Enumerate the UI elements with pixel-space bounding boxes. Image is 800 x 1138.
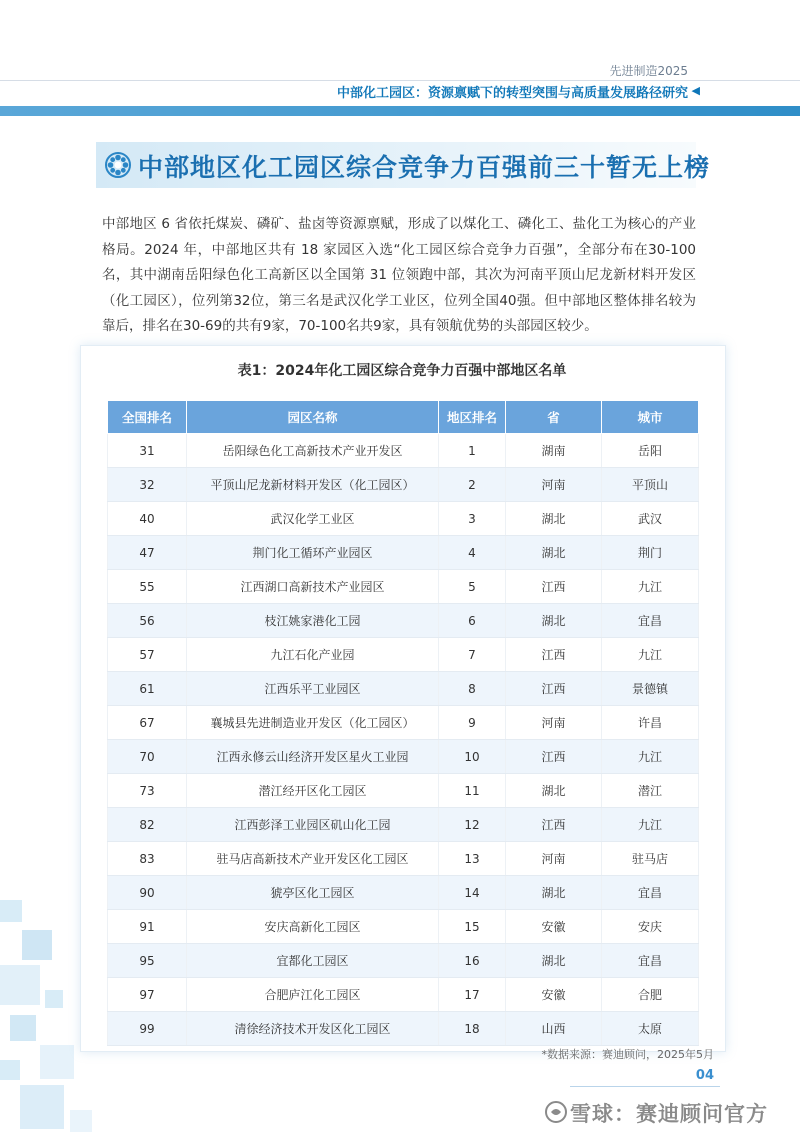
table-cell: 湖北 [506,536,602,570]
table-header-cell: 省 [506,401,602,434]
data-source-note: *数据来源：赛迪顾问，2025年5月 [541,1048,714,1061]
table-cell: 清徐经济技术开发区化工园区 [187,1012,439,1046]
table-cell: 襄城县先进制造业开发区（化工园区） [187,706,439,740]
section-title: 中部地区化工园区综合竞争力百强前三十暂无上榜 [138,153,711,182]
decorative-square [70,1110,92,1132]
header-divider [0,80,800,81]
header-series-label: 先进制造2025 [609,64,688,78]
table-cell: 安庆高新化工园区 [187,910,439,944]
table-row [108,808,699,842]
table-cell: 岳阳 [602,434,699,468]
table-cell: 荆门 [602,536,699,570]
table-cell: 河南 [506,842,602,876]
table-cell: 82 [108,808,187,842]
table-cell: 合肥 [602,978,699,1012]
table-cell: 90 [108,876,187,910]
table-cell: 99 [108,1012,187,1046]
table-cell: 56 [108,604,187,638]
table-cell: 97 [108,978,187,1012]
table-cell: 武汉 [602,502,699,536]
table-cell: 47 [108,536,187,570]
decorative-square [0,965,40,1005]
table-row [108,740,699,774]
table-cell: 4 [439,536,506,570]
table-row [108,910,699,944]
table-cell: 江西 [506,808,602,842]
table-cell: 岳阳绿色化工高新技术产业开发区 [187,434,439,468]
ranking-table [107,400,699,1046]
table-header-cell: 城市 [602,401,699,434]
snowball-logo-icon [544,1100,568,1124]
table-cell: 安徽 [506,978,602,1012]
table-cell: 湖北 [506,876,602,910]
table-cell: 枝江姚家港化工园 [187,604,439,638]
table-cell: 潜江经开区化工园区 [187,774,439,808]
table-cell: 江西彭泽工业园区矶山化工园 [187,808,439,842]
table-cell: 3 [439,502,506,536]
table-cell: 12 [439,808,506,842]
table-cell: 13 [439,842,506,876]
decorative-square [0,1060,20,1080]
table-row [108,672,699,706]
table-cell: 6 [439,604,506,638]
table-cell: 太原 [602,1012,699,1046]
decorative-square [10,1015,36,1041]
table-cell: 95 [108,944,187,978]
table-cell: 宜昌 [602,876,699,910]
table-cell: 安庆 [602,910,699,944]
table-row [108,1012,699,1046]
decorative-square [45,990,63,1008]
table-row [108,536,699,570]
table-cell: 宜昌 [602,604,699,638]
table-cell: 32 [108,468,187,502]
table-header-cell: 地区排名 [439,401,506,434]
table-cell: 九江石化产业园 [187,638,439,672]
table-cell: 九江 [602,808,699,842]
table-cell: 7 [439,638,506,672]
header-subtitle: 中部化工园区：资源禀赋下的转型突围与高质量发展路径研究 [336,86,688,101]
table-cell: 平顶山尼龙新材料开发区（化工园区） [187,468,439,502]
table-cell: 91 [108,910,187,944]
table-cell: 61 [108,672,187,706]
table-cell: 18 [439,1012,506,1046]
table-cell: 1 [439,434,506,468]
table-row [108,468,699,502]
table-cell: 猇亭区化工园区 [187,876,439,910]
decorative-square [40,1045,74,1079]
table-cell: 2 [439,468,506,502]
table-cell: 5 [439,570,506,604]
table-body [108,434,699,1046]
body-paragraph: 中部地区 6 省依托煤炭、磷矿、盐卤等资源禀赋，形成了以煤化工、磷化工、盐化工为核心的产业格局。2024 年，中部地区共有 18 家园区入选“化工园区综合竞争力百强”，全部分布在30-100名，其中湖南岳阳绿色化工高新区以全国第 31 位领跑中部，其次为河南平顶山尼龙新材料开发区（化工园区），位列第32位，第三名是武汉化学工业区，位列全国40强。但中部地区整体排名较为靠后，排名在30-69的共有9家，70-100名共9家，具有领航优势的头部园区较少。 [102,216,696,334]
table-row [108,706,699,740]
table-cell: 宜都化工园区 [187,944,439,978]
table-row [108,434,699,468]
table-cell: 16 [439,944,506,978]
table-cell: 17 [439,978,506,1012]
table-header-cell: 全国排名 [108,401,187,434]
table-row [108,570,699,604]
table-cell: 潜江 [602,774,699,808]
table-row [108,502,699,536]
table-cell: 8 [439,672,506,706]
table-cell: 湖北 [506,502,602,536]
table-cell: 湖北 [506,774,602,808]
table-cell: 江西 [506,638,602,672]
table-cell: 31 [108,434,187,468]
table-cell: 江西湖口高新技术产业园区 [187,570,439,604]
table-cell: 40 [108,502,187,536]
table-cell: 湖北 [506,944,602,978]
table-cell: 九江 [602,570,699,604]
table-cell: 安徽 [506,910,602,944]
table-cell: 宜昌 [602,944,699,978]
table-row [108,604,699,638]
table-row [108,978,699,1012]
table-cell: 9 [439,706,506,740]
table-cell: 15 [439,910,506,944]
table-cell: 九江 [602,740,699,774]
table-cell: 驻马店高新技术产业开发区化工园区 [187,842,439,876]
table-row [108,638,699,672]
table-cell: 江西乐平工业园区 [187,672,439,706]
table-row [108,842,699,876]
table-cell: 驻马店 [602,842,699,876]
table-cell: 河南 [506,706,602,740]
page-number: 04 [695,1068,714,1083]
header-color-bar [0,106,800,116]
gear-flower-icon [104,151,132,179]
table-cell: 57 [108,638,187,672]
table-cell: 14 [439,876,506,910]
table-cell: 平顶山 [602,468,699,502]
decorative-square [22,930,52,960]
table-cell: 江西 [506,570,602,604]
table-cell: 江西 [506,672,602,706]
footer-watermark: 雪球：赛迪顾问官方 [570,1102,768,1126]
table-cell: 合肥庐江化工园区 [187,978,439,1012]
table-cell: 湖南 [506,434,602,468]
decorative-square [0,900,22,922]
table-cell: 荆门化工循环产业园区 [187,536,439,570]
table-row [108,774,699,808]
table-cell: 70 [108,740,187,774]
table-caption: 表1：2024年化工园区综合竞争力百强中部地区名单 [237,363,567,379]
table-header-cell: 园区名称 [187,401,439,434]
table-cell: 景德镇 [602,672,699,706]
table-cell: 10 [439,740,506,774]
page-number-divider [570,1086,720,1087]
table-cell: 67 [108,706,187,740]
table-cell: 江西永修云山经济开发区星火工业园 [187,740,439,774]
table-cell: 湖北 [506,604,602,638]
table-cell: 九江 [602,638,699,672]
table-cell: 山西 [506,1012,602,1046]
table-cell: 许昌 [602,706,699,740]
table-cell: 83 [108,842,187,876]
decorative-square [20,1085,64,1129]
table-cell: 73 [108,774,187,808]
table-cell: 江西 [506,740,602,774]
table-row [108,944,699,978]
header-arrow-icon: ◀ [691,84,700,97]
table-cell: 武汉化学工业区 [187,502,439,536]
table-cell: 11 [439,774,506,808]
table-cell: 55 [108,570,187,604]
table-row [108,876,699,910]
table-cell: 河南 [506,468,602,502]
table-header-row [108,401,699,434]
